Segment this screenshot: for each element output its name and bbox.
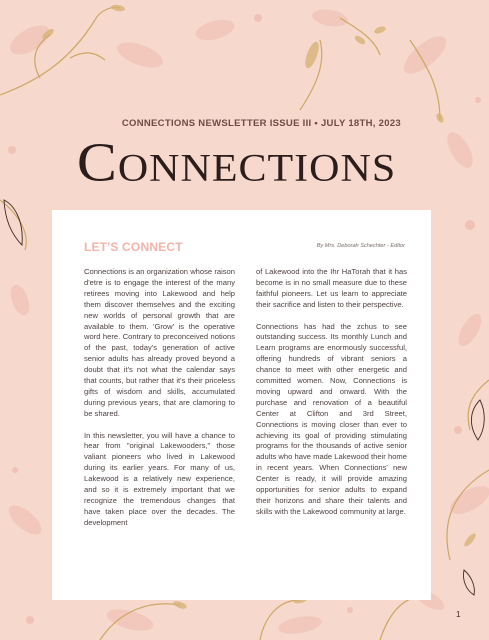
article-paragraph: In this newsletter, you will have a chance to hear from "original Lakewooders," those valiant pioneers who lived in Lakewood during its earlier years. For many of us, Lakewood is a relatively new experience, and so it is extremely important that we recognize the tremendous changes that have taken place over the decades. The development [84, 430, 235, 527]
article-paragraph: of Lakewood into the Ihr HaTorah that it has become is in no small measure due to these faithful pioneers. Let us learn to appreciate their sacrifice and listen to their perspective. [256, 267, 407, 309]
article-column-left [84, 267, 235, 540]
article-paragraph: Connections is an organization whose raison d'etre is to engage the interest of the many retirees moving into Lakewood and help them discover themselves and the exciting new worlds of personal growth that are available to them. 'Grow' is the operative word here. Contrary to preconceived notions of the past, today's generation of active senior adults has already proved beyond a doubt that it's not what the calendar says that counts, but rather that it's their priceless gifts of wisdom and skills, accumulated during previous years, that are clamoring to be shared. [84, 267, 235, 418]
article-paragraph: Connections has had the zchus to see outstanding success. Its monthly Lunch and Learn programs are enormously successful, offering hundreds of vibrant seniors a chance to meet with other energetic and committed women. Now, Connections is moving upward and onward. With the purchase and renovation of a beautiful Center at Clifton and 3rd Street, Connections is moving closer than ever to achieving its goal of providing stimulating programs for the thousands of active senior adults who have made Lakewood their home in recent years. When Connections' new Center is ready, it will provide amazing opportunities for senior adults to expand their horizons and share their talents and skills with the Lakewood community at large. [256, 321, 407, 516]
article-heading: LET'S CONNECT [84, 240, 183, 254]
article-byline: By Mrs. Deborah Schechter - Editor [316, 243, 405, 249]
page-number: 1 [456, 610, 461, 619]
article-card [52, 210, 431, 600]
article-column-right [256, 267, 407, 529]
masthead-title: Connections [76, 131, 397, 193]
newsletter-issue-line: CONNECTIONS NEWSLETTER ISSUE III • JULY 18TH, 2023 [121, 118, 401, 129]
